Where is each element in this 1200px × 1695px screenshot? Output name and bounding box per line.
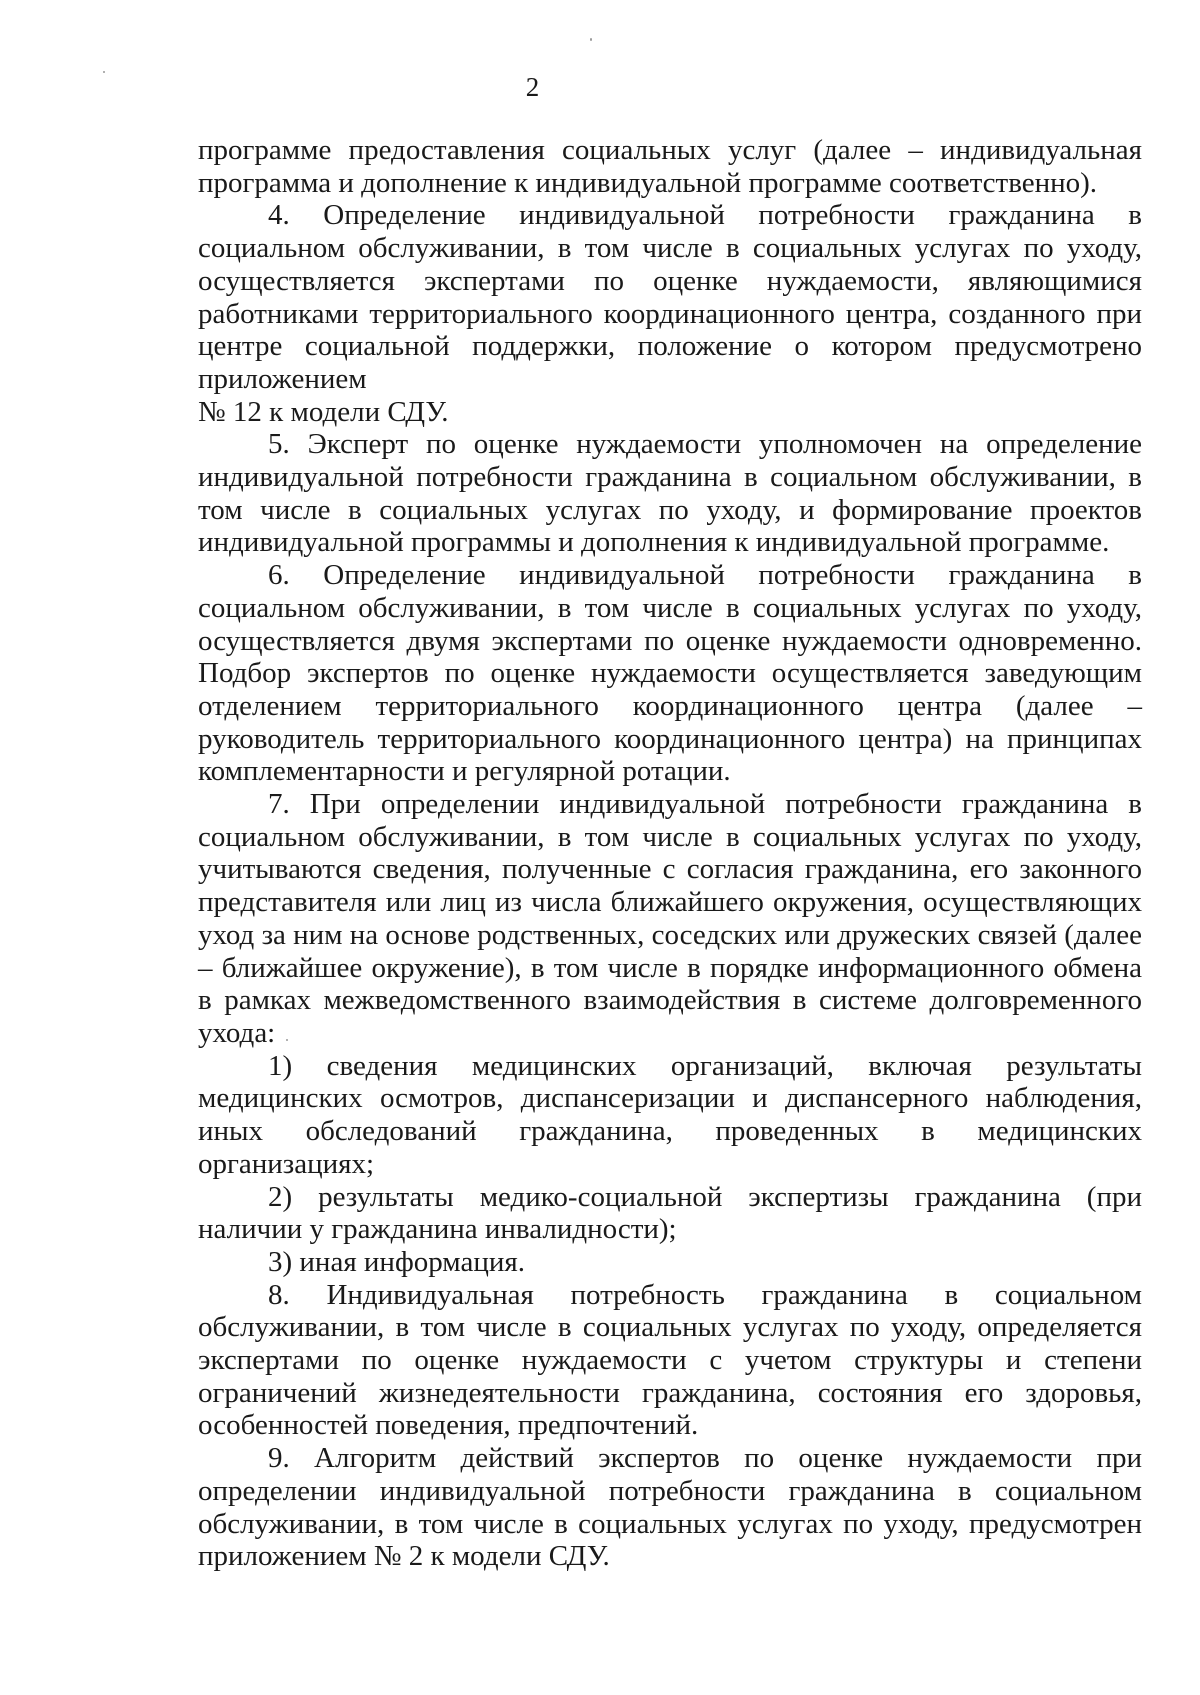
page-number: 2 — [525, 72, 540, 102]
document-body — [198, 134, 1142, 1573]
scan-speck — [286, 1039, 288, 1041]
list-item-1: 1) сведения медицинских организаций, включая результаты медицинских осмотров, диспансеризации и диспансерного наблюдения, иных обследований гражданина, проведенных в медицинских организациях; — [198, 1049, 1142, 1180]
paragraph-8: 8. Индивидуальная потребность гражданина в социальном обслуживании, в том числе в социальных услугах по уходу, определяется экспертами по оценке нуждаемости с учетом структуры и степени ограничений жизнедеятельности гражданина, состояния его здоровья, особенностей поведения, предпочтений. — [198, 1278, 1142, 1442]
paragraph-4-tail: № 12 к модели СДУ. — [198, 395, 449, 428]
paragraph-6: 6. Определение индивидуальной потребности гражданина в социальном обслуживании, в том числе в социальных услугах по уходу, осуществляется двумя экспертами по оценке нуждаемости одновременно. Подбор экспертов по оценке нуждаемости осуществляется заведующим отделением территориального координационного центра (далее – руководитель территориального координационного центра) на принципах комплементарности и регулярной ротации. — [198, 559, 1142, 788]
scan-speck — [103, 71, 105, 73]
list-item-3: 3) иная информация. — [268, 1245, 525, 1278]
paragraph-continuation: программе предоставления социальных услуг (далее – индивидуальная программа и дополнение к индивидуальной программе соответственно). — [198, 134, 1142, 199]
paragraph-7: 7. При определении индивидуальной потребности гражданина в социальном обслуживании, в том числе в социальных услугах по уходу, учитываются сведения, полученные с согласия гражданина, его законного представителя или лиц из числа ближайшего окружения, осуществляющих уход за ним на основе родственных, соседских или дружеских связей (далее – ближайшее окружение), в том числе в порядке информационного обмена в рамках межведомственного взаимодействия в системе долговременного ухода: — [198, 788, 1142, 1049]
paragraph-5: 5. Эксперт по оценке нуждаемости уполномочен на определение индивидуальной потребности гражданина в социальном обслуживании, в том числе в социальных услугах по уходу, и формирование проектов индивидуальной программы и дополнения к индивидуальной программе. — [198, 428, 1142, 559]
paragraph-4: 4. Определение индивидуальной потребности гражданина в социальном обслуживании, в том числе в социальных услугах по уходу, осуществляется экспертами по оценке нуждаемости, являющимися работниками территориального координационного центра, созданного при центре социальной поддержки, положение о котором предусмотрено приложением — [198, 199, 1142, 395]
paragraph-9: 9. Алгоритм действий экспертов по оценке нуждаемости при определении индивидуальной потребности гражданина в социальном обслуживании, в том числе в социальных услугах по уходу, предусмотрен приложением № 2 к модели СДУ. — [198, 1442, 1142, 1573]
list-item-2: 2) результаты медико-социальной экспертизы гражданина (при наличии у гражданина инвалидности); — [198, 1180, 1142, 1246]
scan-speck — [590, 38, 592, 41]
